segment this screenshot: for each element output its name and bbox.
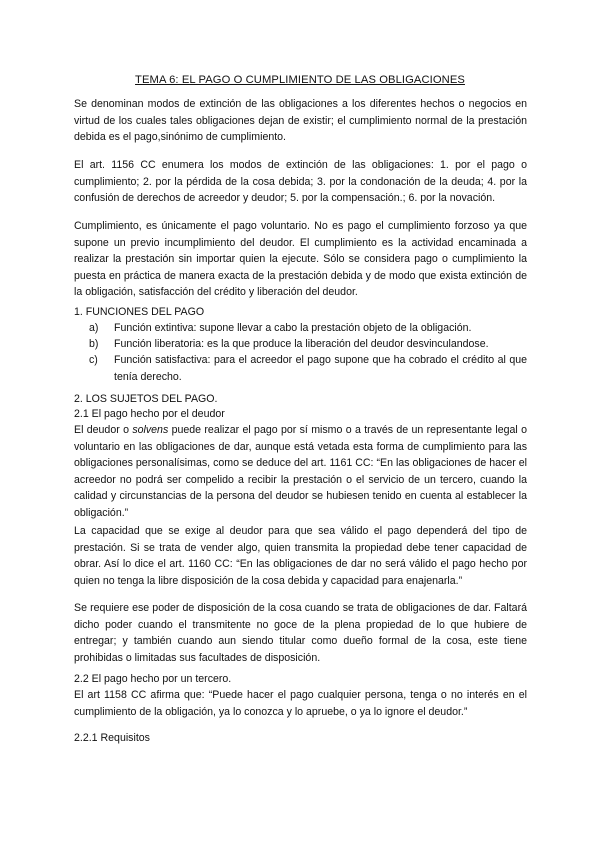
paragraph-text: El art. 1156 CC enumera los modos de extinción de las obligaciones: 1. por el pago o cumplimiento; 2. por la pérdida de la cosa debida; 3. por la condonación de la deuda; 4. por la confusión de derechos de acreedor y deudor; 5. por la compensación.; 6. por la novación. bbox=[74, 159, 527, 204]
paragraph-art-1156 bbox=[74, 157, 527, 207]
paragraph-text bbox=[74, 422, 527, 521]
section-heading-sujetos: 2. LOS SUJETOS DEL PAGO. bbox=[74, 393, 218, 405]
section-heading-funciones: 1. FUNCIONES DEL PAGO bbox=[74, 306, 205, 318]
paragraph-art-1158 bbox=[74, 687, 527, 720]
subsection-heading-deudor: 2.1 El pago hecho por el deudor bbox=[74, 408, 225, 420]
paragraph-intro bbox=[74, 96, 527, 146]
paragraph-text: La capacidad que se exige al deudor para que sea válido el pago dependerá del tipo de prestación. Si se trata de vender algo, quien transmita la propiedad debe tener capacidad de obrar. Así lo dice el art. 1160 CC: “En las obligaciones de dar no será válido el pago hecho por quien no tenga la libre disposición de la cosa debida y capacidad para enajenarla.” bbox=[74, 525, 527, 587]
list-item-text: Función extintiva: supone llevar a cabo la prestación objeto de la obligación. bbox=[114, 322, 472, 334]
list-item-text: Función satisfactiva: para el acreedor el pago supone que ha cobrado el crédito al que tenía derecho. bbox=[114, 354, 527, 383]
list-item bbox=[89, 320, 527, 337]
italic-term: solvens bbox=[132, 424, 169, 436]
paragraph-cumplimiento bbox=[74, 218, 527, 301]
paragraph-capacidad bbox=[74, 523, 527, 589]
paragraph-text-start: El deudor o bbox=[74, 424, 133, 436]
paragraph-text-rest: puede realizar el pago por sí mismo o a través de un representante legal o voluntario en las obligaciones de dar, aunque está vetada esta forma de cumplimiento para las obligaciones personalísimas, como se deduce del art. 1161 CC: “En las obligaciones de hacer el acreedor no podrá ser compelido a recibir la prestación o el servicio de un tercero, cuando la calidad y circunstancias de la persona del deudor se hubiesen tenido en cuenta al establecer la obligación.” bbox=[74, 424, 527, 519]
subsection-heading-tercero: 2.2 El pago hecho por un tercero. bbox=[74, 673, 232, 685]
list-item-label: b) bbox=[89, 338, 99, 350]
subsection-heading-requisitos: 2.2.1 Requisitos bbox=[74, 732, 150, 744]
paragraph-text: Cumplimiento, es únicamente el pago voluntario. No es pago el cumplimiento forzoso ya que supone un previo incumplimiento del deudor. El cumplimiento es la actividad encaminada a realizar la prestación sin importar quien la ejecute. Sólo se considera pago o cumplimiento la puesta en práctica de manera exacta de la prestación debida y de modo que exista extinción de la obligación, satisfacción del crédito y liberación del deudor. bbox=[74, 220, 527, 298]
paragraph-poder-disposicion bbox=[74, 600, 527, 666]
list-item-label: c) bbox=[89, 354, 98, 366]
list-item-text: Función liberatoria: es la que produce la liberación del deudor desvinculandose. bbox=[114, 338, 489, 350]
paragraph-text: Se requiere ese poder de disposición de la cosa cuando se trata de obligaciones de dar. Faltará dicho poder cuando el transmitente no goce de la plena propiedad de lo que hubiere de entregar; y también cuando aun siendo titular como dueño formal de la cosa, este tiene prohibidas o limitadas sus facultades de disposición. bbox=[74, 602, 527, 664]
paragraph-solvens bbox=[74, 422, 527, 521]
list-item bbox=[89, 352, 527, 385]
page-title: TEMA 6: EL PAGO O CUMPLIMIENTO DE LAS OBLIGACIONES bbox=[135, 74, 465, 86]
paragraph-text: Se denominan modos de extinción de las obligaciones a los diferentes hechos o negocios en virtud de los cuales tales obligaciones dejan de existir; el cumplimiento normal de la prestación debida es el pago,sinónimo de cumplimiento. bbox=[74, 98, 527, 143]
list-item-label: a) bbox=[89, 322, 99, 334]
paragraph-text: El art 1158 CC afirma que: “Puede hacer el pago cualquier persona, tenga o no interés en el cumplimiento de la obligación, ya lo conozca y lo apruebe, o ya lo ignore el deudor.” bbox=[74, 689, 527, 718]
list-item bbox=[89, 336, 527, 353]
